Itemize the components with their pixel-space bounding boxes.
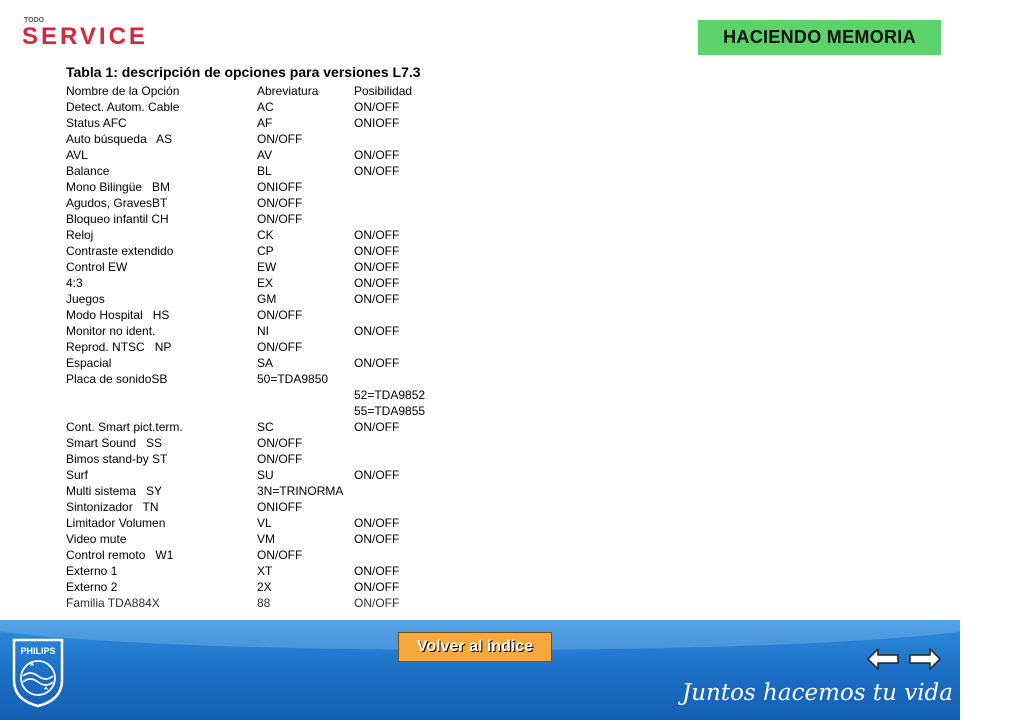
option-value-cell: ON/OFF (354, 596, 400, 610)
option-name-cell: Multi sistema SY (66, 484, 163, 498)
option-name-cell: Reloj (66, 228, 94, 242)
option-name-cell: Cont. Smart pict.term. (66, 420, 183, 434)
option-value-cell: ON/OFF (354, 532, 400, 546)
option-name-cell: AVL (66, 148, 88, 162)
option-abbr-cell: Abreviatura (257, 84, 319, 98)
option-abbr-cell: 50=TDA9850 (257, 372, 329, 386)
option-name-cell: Status AFC (66, 116, 127, 130)
option-abbr-cell: ON/OFF (257, 212, 303, 226)
haciendo-memoria-badge: HACIENDO MEMORIA (698, 20, 941, 55)
option-abbr-cell: ONIOFF (257, 500, 303, 514)
option-abbr-cell: 88 (257, 596, 271, 610)
back-to-index-button[interactable]: Volver al índice (398, 632, 552, 662)
option-abbr-cell: ON/OFF (257, 548, 303, 562)
option-name-cell: Contraste extendido (66, 244, 174, 258)
option-name-cell: Nombre de la Opción (66, 84, 180, 98)
option-name-cell: Reprod. NTSC NP (66, 340, 172, 354)
service-logo-icon (20, 14, 170, 48)
option-abbr-cell: 3N=TRINORMA (257, 484, 344, 498)
option-abbr-cell: BL (257, 164, 272, 178)
slogan-text: Juntos hacemos tu vida mejor (682, 680, 1028, 706)
option-abbr-cell: AC (257, 100, 274, 114)
option-abbr-cell: SU (257, 468, 274, 482)
option-name-cell: Juegos (66, 292, 105, 306)
option-abbr-cell: ON/OFF (257, 340, 303, 354)
logo-small-text: TODO (24, 17, 45, 24)
option-abbr-cell: GM (257, 292, 277, 306)
option-abbr-cell: ON/OFF (257, 452, 303, 466)
philips-brand-text: PHILIPS (20, 646, 56, 656)
option-name-cell: Monitor no ident. (66, 324, 156, 338)
option-name-cell: Detect. Autom. Cable (66, 100, 180, 114)
option-value-cell: ON/OFF (354, 292, 400, 306)
option-name-cell: Surf (66, 468, 89, 482)
option-name-cell: Video mute (66, 532, 127, 546)
philips-shield-logo (10, 636, 66, 708)
option-name-cell: Balance (66, 164, 110, 178)
option-value-cell: ON/OFF (354, 468, 400, 482)
option-abbr-cell: ON/OFF (257, 436, 303, 450)
option-value-cell: ON/OFF (354, 148, 400, 162)
option-value-cell: 52=TDA9852 (354, 388, 426, 402)
option-value-cell: ON/OFF (354, 260, 400, 274)
option-name-cell: Limitador Volumen (66, 516, 166, 530)
option-name-cell: Control remoto W1 (66, 548, 174, 562)
option-abbr-cell: NI (257, 324, 269, 338)
option-name-cell: Agudos, GravesBT (66, 196, 168, 210)
option-value-cell: ON/OFF (354, 228, 400, 242)
philips-shield-icon (10, 636, 66, 708)
option-name-cell: Espacial (66, 356, 112, 370)
option-name-cell: Familia TDA884X (66, 596, 160, 610)
option-value-cell: ONIOFF (354, 116, 400, 130)
option-name-cell: Sintonizador TN (66, 500, 159, 514)
option-name-cell: Bimos stand-by ST (66, 452, 168, 466)
option-abbr-cell: ON/OFF (257, 308, 303, 322)
option-name-cell: Auto búsqueda AS (66, 132, 173, 146)
option-abbr-cell: VL (257, 516, 272, 530)
logo-main-text: SERVICE (22, 23, 148, 50)
table-title: Tabla 1: descripción de opciones para versiones L7.3 (66, 64, 421, 80)
option-name-cell: Mono Bilingüe BM (66, 180, 171, 194)
option-value-cell: ON/OFF (354, 100, 400, 114)
option-value-cell: ON/OFF (354, 580, 400, 594)
option-abbr-cell: ONIOFF (257, 180, 303, 194)
option-abbr-cell: CK (257, 228, 274, 242)
option-abbr-cell: AV (257, 148, 273, 162)
option-name-cell: 4:3 (66, 276, 83, 290)
option-abbr-cell: 2X (257, 580, 272, 594)
option-abbr-cell: AF (257, 116, 273, 130)
previous-slide-button[interactable] (866, 646, 900, 672)
option-abbr-cell: ON/OFF (257, 132, 303, 146)
option-abbr-cell: XT (257, 564, 273, 578)
option-value-cell: ON/OFF (354, 516, 400, 530)
option-value-cell: Posibilidad (354, 84, 413, 98)
option-value-cell: ON/OFF (354, 244, 400, 258)
option-value-cell: 55=TDA9855 (354, 404, 426, 418)
next-slide-button[interactable] (908, 646, 942, 672)
option-value-cell: ON/OFF (354, 356, 400, 370)
arrow-left-icon (866, 646, 900, 672)
option-abbr-cell: VM (257, 532, 275, 546)
option-value-cell: ON/OFF (354, 420, 400, 434)
option-value-cell: ON/OFF (354, 564, 400, 578)
option-value-cell: ON/OFF (354, 324, 400, 338)
option-name-cell: Placa de sonidoSB (66, 372, 168, 386)
option-name-cell: Modo Hospital HS (66, 308, 170, 322)
todo-service-logo (20, 14, 170, 48)
option-abbr-cell: SA (257, 356, 274, 370)
option-abbr-cell: EW (257, 260, 277, 274)
option-abbr-cell: EX (257, 276, 274, 290)
option-name-cell: Smart Sound SS (66, 436, 163, 450)
option-abbr-cell: ON/OFF (257, 196, 303, 210)
option-name-cell: Bloqueo infantil CH (66, 212, 169, 226)
option-abbr-cell: SC (257, 420, 274, 434)
option-value-cell: ON/OFF (354, 276, 400, 290)
arrow-right-icon (908, 646, 942, 672)
option-name-cell: Control EW (66, 260, 128, 274)
option-abbr-cell: CP (257, 244, 274, 258)
option-name-cell: Externo 2 (66, 580, 118, 594)
option-name-cell: Externo 1 (66, 564, 118, 578)
option-value-cell: ON/OFF (354, 164, 400, 178)
